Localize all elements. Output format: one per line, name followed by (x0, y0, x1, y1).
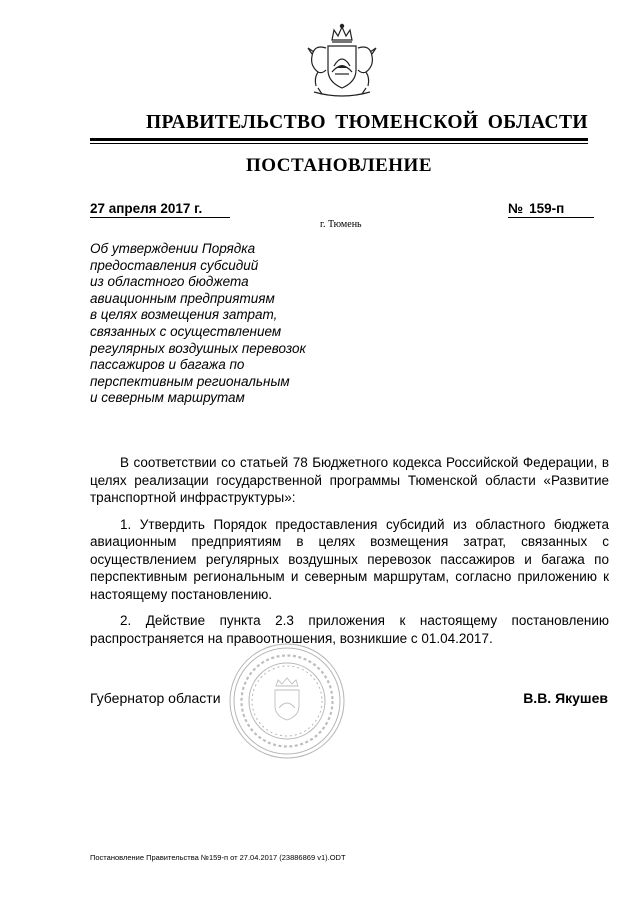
preamble-paragraph: В соответствии со статьей 78 Бюджетного кодекса Российской Федерации, в целях реализации государственной программы Тюменской области «Развитие транспортной инфраструктуры»: (90, 455, 609, 505)
document-body (90, 454, 609, 656)
item-1-paragraph: 1. Утвердить Порядок предоставления субсидий из областного бюджета авиационным предприятиям в целях возмещения затрат, связанных с осуществлением регулярных воздушных перевозок пассажиров и багажа по перспективным региональным и северным маршрутам, согласно приложению к настоящему постановлению. (90, 516, 609, 602)
coat-of-arms-icon (300, 22, 384, 102)
subject-line: предоставления субсидий (90, 257, 259, 273)
subject-line: и северным маршрутам (90, 390, 245, 406)
signer-name: В.В. Якушев (523, 690, 608, 706)
subject-line: регулярных воздушных перевозок (90, 340, 306, 356)
header-rule-thick (90, 138, 588, 141)
government-title: ПРАВИТЕЛЬСТВО ТЮМЕНСКОЙ ОБЛАСТИ (145, 112, 588, 133)
header-rule-thin (90, 143, 588, 144)
subject-line: связанных с осуществлением (90, 323, 282, 339)
number-sign: № (508, 201, 524, 216)
official-seal-icon (228, 642, 346, 760)
document-type: ПОСТАНОВЛЕНИЕ (245, 155, 433, 176)
subject-line: авиационным предприятиям (90, 290, 275, 306)
number-value: 159-п (529, 201, 565, 216)
signer-title: Губернатор области (90, 690, 221, 706)
document-subject (90, 241, 350, 407)
subject-line: пассажиров и багажа по (90, 357, 245, 373)
subject-line: в целях возмещения затрат, (90, 307, 278, 323)
item-2-paragraph: 2. Действие пункта 2.3 приложения к настоящему постановлению распространяется на правоотношения, возникшие с 01.04.2017. (90, 613, 609, 646)
document-number (508, 201, 594, 218)
document-date: 27 апреля 2017 г. (90, 201, 230, 218)
footer-file-reference: Постановление Правительства №159-п от 27.04.2017 (23886869 v1).ODT (90, 853, 346, 862)
subject-line: перспективным региональным (90, 373, 290, 389)
city: г. Тюмень (320, 219, 362, 230)
subject-line: Об утверждении Порядка (90, 241, 256, 256)
subject-line: из областного бюджета (90, 274, 249, 290)
